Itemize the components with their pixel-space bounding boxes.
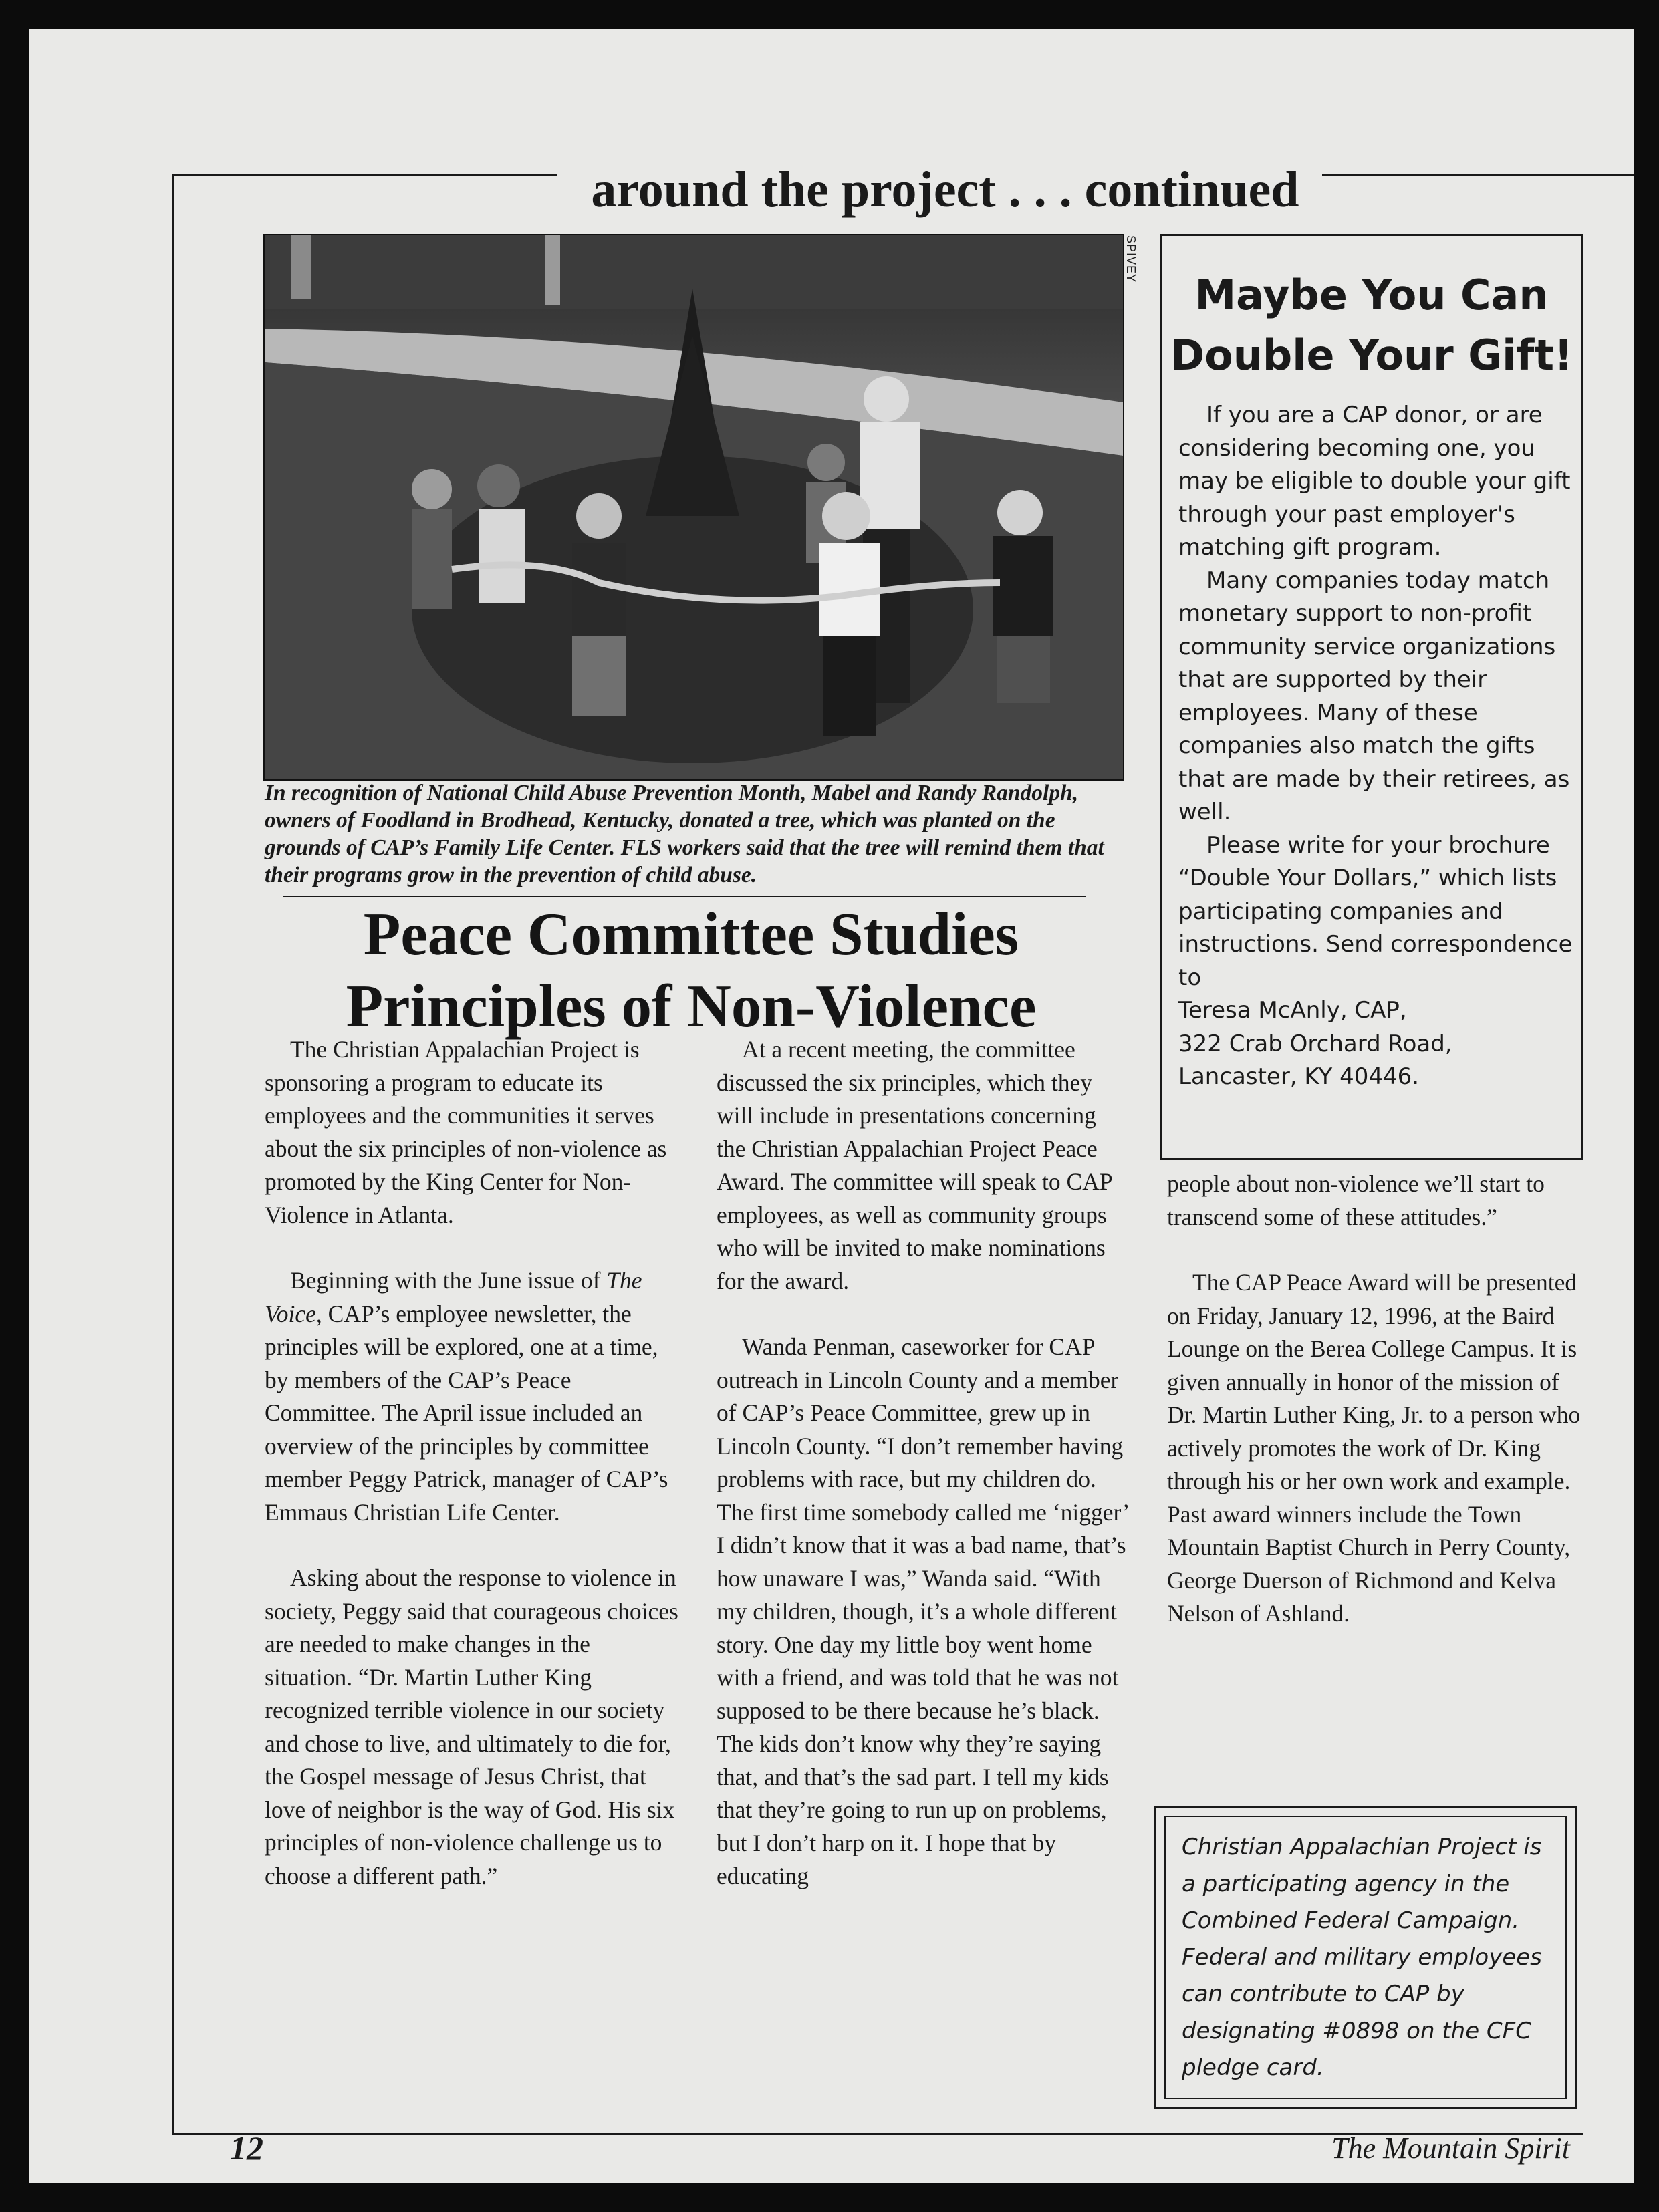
publication-name: The Mountain Spirit	[1331, 2132, 1570, 2165]
col3-paragraph-1: people about non-violence we’ll start to transcend some of these attitudes.”	[1167, 1170, 1545, 1230]
col1-p2-after: , CAP’s employee newsletter, the principles will be explored, one at a time, by members of the CAP’s Peace Committee. The April issue included an overview of the principles by committee member Peggy Patrick, manager of CAP’s Emmaus Christian Life Center.	[265, 1300, 668, 1526]
sidebar-paragraph-2: Many companies today match monetary support to non-profit community service organizations that are supported by their employees. Many of these companies also match the gifts that are made by their retirees, as well.	[1178, 567, 1570, 825]
page-number: 12	[230, 2129, 263, 2167]
sidebar-title-line-2: Double Your Gift!	[1170, 331, 1573, 380]
headline-rule	[283, 896, 1086, 897]
col1-paragraph-3: Asking about the response to violence in society, Peggy said that courageous choices are needed to make changes in the situation. “Dr. Martin Luther King recognized terrible violence in our society and chose to live, and ultimately to die for, the Gospel message of Jesus Christ, that love of neighbor is the way of God. His six principles of non-violence challenge us to choose a different path.”	[265, 1564, 678, 1889]
sidebar-paragraph-3: Please write for your brochure “Double Your Dollars,” which lists participating companies and instructions. Send correspondence to	[1178, 831, 1573, 991]
photo-credit: SPIVEY	[1124, 235, 1138, 283]
col2-paragraph-1: At a recent meeting, the committee discussed the six principles, which they will include in presentations concerning the Christian Appalachian Project Peace Award. The committee will speak to CAP employees, as well as community groups who will be invited to make nominations for the award.	[717, 1036, 1112, 1294]
col1-paragraph-1: The Christian Appalachian Project is sponsoring a program to educate its employees and the communities it serves about the six principles of non-violence as promoted by the King Center for Non-Violence in Atlanta.	[265, 1036, 667, 1228]
headline-line-2: Principles of Non-Violence	[346, 972, 1037, 1040]
newsletter-name: The Voice	[265, 1267, 642, 1327]
sidebar-body	[1178, 399, 1573, 1094]
article-headline	[257, 898, 1126, 1043]
sidebar-address-3: Lancaster, KY 40446.	[1178, 1063, 1420, 1090]
magazine-page	[29, 29, 1634, 2183]
cfc-notice-inner-border	[1164, 1816, 1567, 2099]
sidebar-title-line-1: Maybe You Can	[1194, 271, 1549, 319]
col1-paragraph-2	[265, 1264, 679, 1529]
article-column-2	[717, 1033, 1131, 1893]
header-rule-left	[172, 174, 557, 176]
sidebar-paragraph-1: If you are a CAP donor, or are considering becoming one, you may be eligible to double your gift through your past employer's matching gift program.	[1178, 402, 1571, 561]
cfc-notice-box	[1154, 1806, 1577, 2109]
col2-paragraph-2: Wanda Penman, caseworker for CAP outreach in Lincoln County and a member of CAP’s Peace Committee, grew up in Lincoln County. “I don’t remember having problems with race, but my children do. The first time somebody called me ‘nigger’ I didn’t know that it was a bad name, that’s how unaware I was,” Wanda said. “With my children, though, it’s a whole different story. One day my little boy went home with a friend, and was told that he was not supposed to be there because he’s black. The kids don’t know why they’re saying that, and that’s the sad part. I tell my kids that they’re going to run up on problems, but I don’t harp on it. I hope that by educating	[717, 1333, 1128, 1889]
sidebar-address-1: Teresa McAnly, CAP,	[1178, 997, 1407, 1024]
cfc-notice-text: Christian Appalachian Project is a participating agency in the Combined Federal Campaign. Federal and military employees can contribute to CAP by designating #0898 on the CFC pledge card.	[1182, 1834, 1542, 2081]
frame-left-rule	[172, 174, 174, 2134]
header-rule-right	[1322, 174, 1634, 176]
article-column-3	[1167, 1167, 1581, 1631]
section-title: around the project . . . continued	[591, 162, 1299, 218]
sidebar-address-2: 322 Crab Orchard Road,	[1178, 1030, 1452, 1057]
tree-planting-photo	[263, 234, 1124, 781]
double-your-gift-sidebar	[1160, 234, 1583, 1160]
col1-p2-before: Beginning with the June issue of	[290, 1267, 607, 1294]
photo-caption: In recognition of National Child Abuse Prevention Month, Mabel and Randy Randolph, owners of Foodland in Brodhead, Kentucky, donated a tree, which was planted on the grounds of CAP’s Family Life Center. FLS workers said that the tree will remind them that their programs grow in the prevention of child abuse.	[265, 781, 1104, 887]
headline-line-1: Peace Committee Studies	[363, 900, 1019, 968]
sidebar-title	[1162, 265, 1581, 386]
article-column-1	[265, 1033, 679, 1893]
col3-paragraph-2: The CAP Peace Award will be presented on Friday, January 12, 1996, at the Baird Lounge on the Berea College Campus. It is given annually in honor of the mission of Dr. Martin Luther King, Jr. to a person who actively promotes the work of Dr. King through his or her own work and example. Past award winners include the Town Mountain Baptist Church in Perry County, George Duerson of Richmond and Kelva Nelson of Ashland.	[1167, 1269, 1581, 1627]
